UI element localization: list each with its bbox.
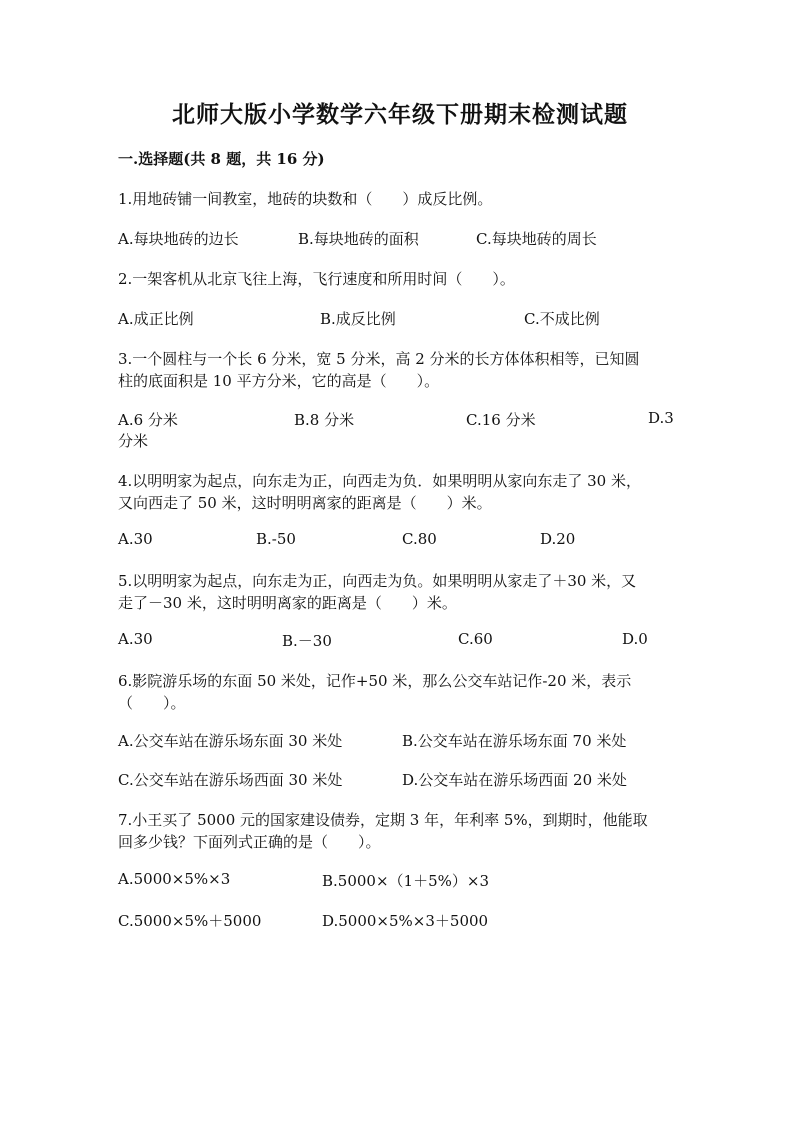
question-6-stem-line-2: （ ）。 [118, 694, 186, 712]
q1-option-c: C.每块地砖的周长 [476, 230, 597, 248]
q4-option-c: C.80 [402, 530, 437, 548]
question-1-stem: 1.用地砖铺一间教室，地砖的块数和（ ）成反比例。 [118, 190, 493, 208]
q1-option-a: A.每块地砖的边长 [118, 230, 239, 248]
question-4-stem-line-1: 4.以明明家为起点，向东走为正，向西走为负．如果明明从家向东走了 30 米， [118, 472, 641, 490]
question-2-stem: 2.一架客机从北京飞往上海，飞行速度和所用时间（ ）。 [118, 270, 515, 288]
q2-option-b: B.成反比例 [320, 310, 396, 328]
q3-option-b: B.8 分米 [294, 411, 355, 429]
q5-option-c: C.60 [458, 630, 493, 648]
q6-option-c: C.公交车站在游乐场西面 30 米处 [118, 771, 343, 789]
q6-option-b: B.公交车站在游乐场东面 70 米处 [402, 732, 627, 750]
q5-option-b: B.－30 [282, 632, 332, 650]
q1-option-b: B.每块地砖的面积 [298, 230, 419, 248]
page-title: 北师大版小学数学六年级下册期末检测试题 [172, 101, 628, 128]
question-3-stem-line-1: 3.一个圆柱与一个长 6 分米，宽 5 分米，高 2 分米的长方体体积相等，已知圆 [118, 350, 640, 368]
question-6-stem-line-1: 6.影院游乐场的东面 50 米处，记作+50 米，那么公交车站记作-20 米，表示 [118, 672, 632, 690]
question-3-stem-line-2: 柱的底面积是 10 平方分米，它的高是（ ）。 [118, 372, 440, 390]
question-5-stem-line-2: 走了－30 米，这时明明离家的距离是（ ）米。 [118, 594, 457, 612]
q4-option-a: A.30 [118, 530, 153, 548]
q7-option-b: B.5000×（1＋5%）×3 [322, 872, 489, 890]
q6-option-a: A.公交车站在游乐场东面 30 米处 [118, 732, 343, 750]
question-7-stem-line-2: 回多少钱？下面列式正确的是（ ）。 [118, 833, 381, 851]
q7-option-d: D.5000×5%×3＋5000 [322, 912, 489, 930]
q4-option-b: B.-50 [256, 530, 296, 548]
question-5-stem-line-1: 5.以明明家为起点，向东走为正，向西走为负。如果明明从家走了＋30 米，又 [118, 572, 637, 590]
q2-option-a: A.成正比例 [118, 310, 194, 328]
question-4-stem-line-2: 又向西走了 50 米，这时明明离家的距离是（ ）米。 [118, 494, 492, 512]
q7-option-a: A.5000×5%×3 [118, 870, 231, 888]
section-heading: 一.选择题(共 8 题，共 16 分) [118, 150, 325, 168]
q3-option-c: C.16 分米 [466, 411, 536, 429]
q7-option-c: C.5000×5%＋5000 [118, 912, 262, 930]
q5-option-d: D.0 [622, 630, 648, 648]
q3-option-d-wrap: 分米 [118, 432, 149, 450]
q6-option-d: D.公交车站在游乐场西面 20 米处 [402, 771, 627, 789]
q3-option-a: A.6 分米 [118, 411, 178, 429]
question-7-stem-line-1: 7.小王买了 5000 元的国家建设债券，定期 3 年，年利率 5%，到期时，他能取 [118, 811, 648, 829]
q2-option-c: C.不成比例 [524, 310, 600, 328]
q3-option-d: D.3 [648, 409, 674, 427]
q5-option-a: A.30 [118, 630, 153, 648]
q4-option-d: D.20 [540, 530, 576, 548]
